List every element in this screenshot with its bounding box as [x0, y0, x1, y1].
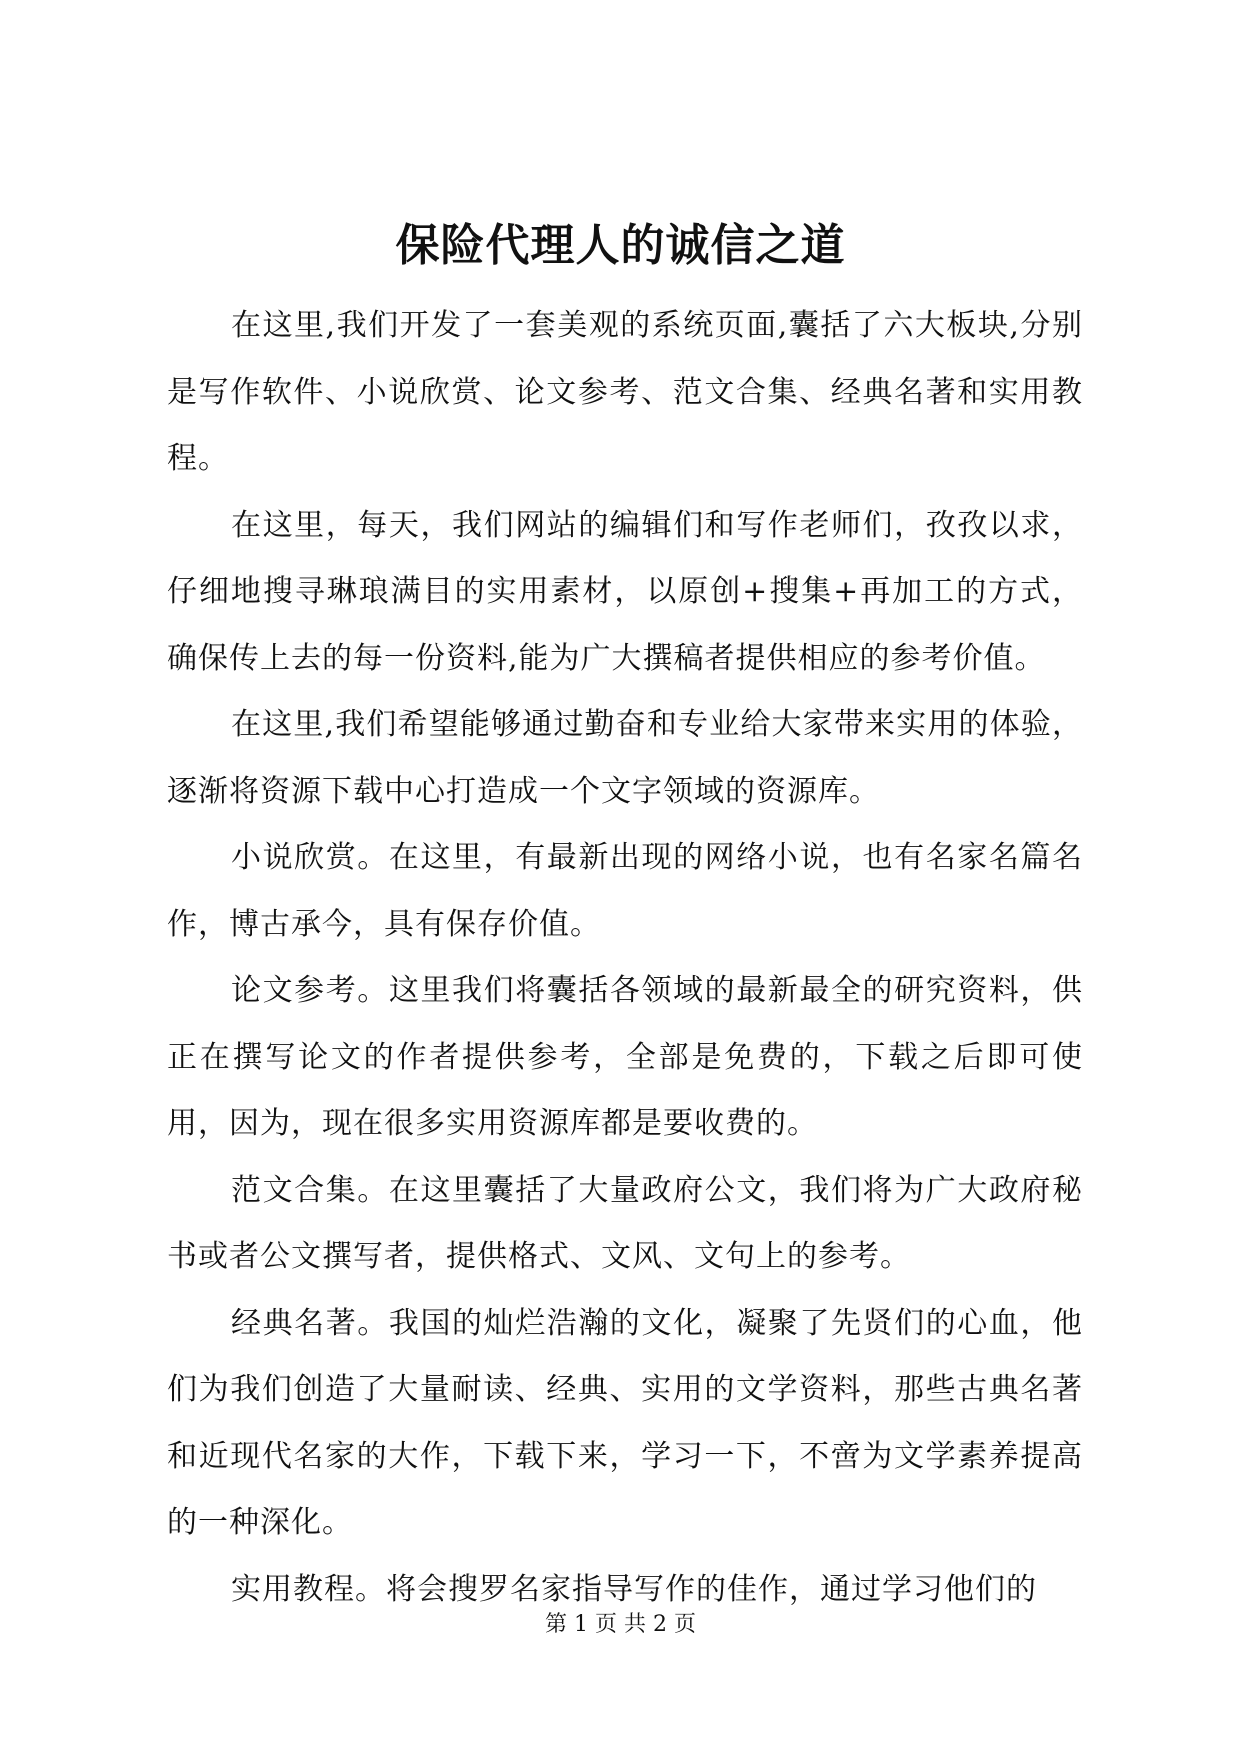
page-number-footer: 第 1 页 共 2 页: [545, 1612, 696, 1637]
paragraph-hope: 在这里,我们希望能够通过勤奋和专业给大家带来实用的体验，逐渐将资源下载中心打造成一个文字领域的资源库。: [167, 707, 1083, 809]
paragraph-classics: 经典名著。我国的灿烂浩瀚的文化，凝聚了先贤们的心血，他们为我们创造了大量耐读、经典、实用的文学资料，那些古典名著和近现代名家的大作，下载下来，学习一下，不啻为文学素养提高的一种深化。: [167, 1305, 1083, 1540]
document-body: [167, 293, 1083, 1623]
paragraph-papers: 论文参考。这里我们将囊括各领域的最新最全的研究资料，供正在撰写论文的作者提供参考，全部是免费的，下载之后即可使用，因为，现在很多实用资源库都是要收费的。: [167, 973, 1083, 1141]
paragraph-intro: 在这里,我们开发了一套美观的系统页面,囊括了六大板块,分别是写作软件、小说欣赏、论文参考、范文合集、经典名著和实用教程。: [167, 308, 1083, 476]
paragraph-tutorials: 实用教程。将会搜罗名家指导写作的佳作，通过学习他们的: [231, 1571, 1037, 1607]
paragraph-daily-work: 在这里，每天，我们网站的编辑们和写作老师们，孜孜以求，仔细地搜寻琳琅满目的实用素材，以原创+搜集+再加工的方式，确保传上去的每一份资料,能为广大撰稿者提供相应的参考价值。: [167, 507, 1083, 676]
paragraph-samples: 范文合集。在这里囊括了大量政府公文，我们将为广大政府秘书或者公文撰写者，提供格式、文风、文句上的参考。: [167, 1172, 1083, 1274]
paragraph-novels: 小说欣赏。在这里，有最新出现的网络小说，也有名家名篇名作，博古承今，具有保存价值。: [167, 840, 1083, 942]
document-title: 保险代理人的诚信之道: [395, 220, 846, 271]
